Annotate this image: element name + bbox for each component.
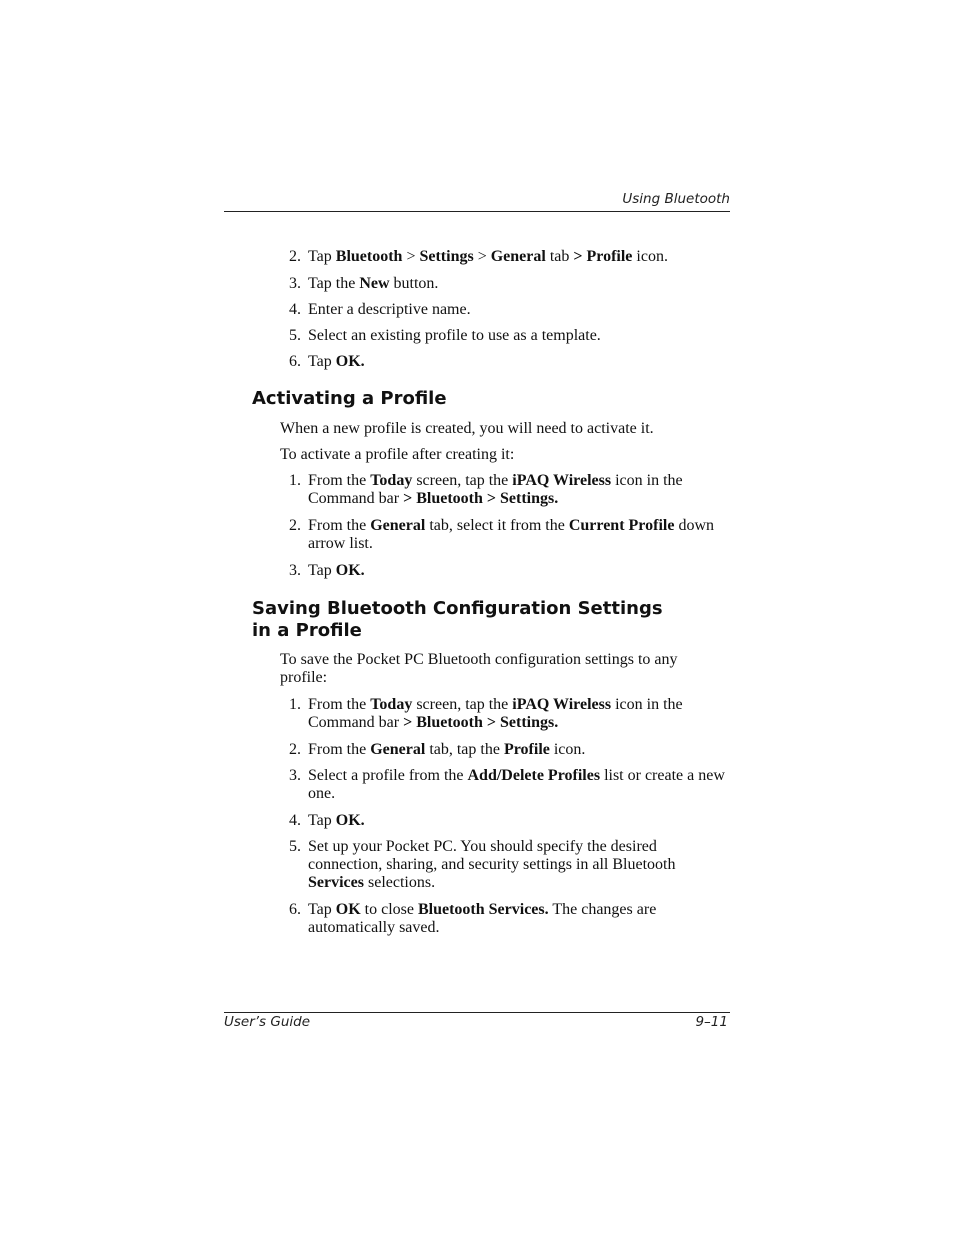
list-item xyxy=(289,248,729,266)
list-item xyxy=(289,901,729,937)
section-heading: Activating a Profile xyxy=(252,388,447,409)
footer-rule xyxy=(224,1012,730,1013)
list-item xyxy=(289,562,729,580)
item-number: 2. xyxy=(289,517,301,534)
heading-line: Saving Bluetooth Configuration Settings xyxy=(252,598,663,619)
item-number: 4. xyxy=(289,301,301,318)
list-item xyxy=(289,472,729,508)
item-number: 5. xyxy=(289,327,301,344)
item-number: 2. xyxy=(289,741,301,758)
running-header: Using Bluetooth xyxy=(622,191,730,207)
item-number: 2. xyxy=(289,248,301,265)
paragraph: To save the Pocket PC Bluetooth configuration settings to any profile: xyxy=(280,651,678,686)
item-number: 6. xyxy=(289,353,301,370)
list-item xyxy=(289,327,729,345)
paragraph: To activate a profile after creating it: xyxy=(280,446,515,463)
item-text: From the General tab, tap the Profile icon. xyxy=(308,741,586,758)
item-text: Tap OK. xyxy=(308,353,365,370)
item-text: Tap OK. xyxy=(308,812,365,829)
item-text: Select an existing profile to use as a template. xyxy=(308,327,601,344)
list-item xyxy=(289,517,729,553)
section-heading xyxy=(252,598,663,642)
list-item xyxy=(289,767,729,803)
list-item xyxy=(289,301,729,319)
heading-line: in a Profile xyxy=(252,620,362,641)
item-number: 3. xyxy=(289,767,301,784)
footer-guide-title: User’s Guide xyxy=(224,1014,311,1030)
item-text: Tap the New button. xyxy=(308,275,439,292)
item-text: Set up your Pocket PC. You should specify the desired connection, sharing, and security settings in all Bluetooth Services selections. xyxy=(308,838,676,891)
list-item xyxy=(289,838,729,892)
item-text: Tap Bluetooth > Settings > General tab > Profile icon. xyxy=(308,248,668,265)
page-number: 9–11 xyxy=(695,1014,728,1030)
item-number: 3. xyxy=(289,562,301,579)
item-number: 5. xyxy=(289,838,301,855)
paragraph: When a new profile is created, you will need to activate it. xyxy=(280,420,654,437)
list-item xyxy=(289,275,729,293)
list-item xyxy=(289,696,729,732)
list-item xyxy=(289,812,729,830)
item-text: From the Today screen, tap the iPAQ Wireless icon in the Command bar > Bluetooth > Settings. xyxy=(308,696,683,731)
item-number: 3. xyxy=(289,275,301,292)
list-item xyxy=(289,353,729,371)
item-text: From the Today screen, tap the iPAQ Wireless icon in the Command bar > Bluetooth > Settings. xyxy=(308,472,683,507)
item-text: From the General tab, select it from the Current Profile down arrow list. xyxy=(308,517,714,552)
item-number: 4. xyxy=(289,812,301,829)
item-text: Enter a descriptive name. xyxy=(308,301,471,318)
item-number: 1. xyxy=(289,472,301,489)
item-text: Select a profile from the Add/Delete Profiles list or create a new one. xyxy=(308,767,725,802)
item-number: 1. xyxy=(289,696,301,713)
item-number: 6. xyxy=(289,901,301,918)
list-item xyxy=(289,741,729,759)
item-text: Tap OK. xyxy=(308,562,365,579)
header-rule xyxy=(224,211,730,212)
item-text: Tap OK to close Bluetooth Services. The changes are automatically saved. xyxy=(308,901,657,936)
